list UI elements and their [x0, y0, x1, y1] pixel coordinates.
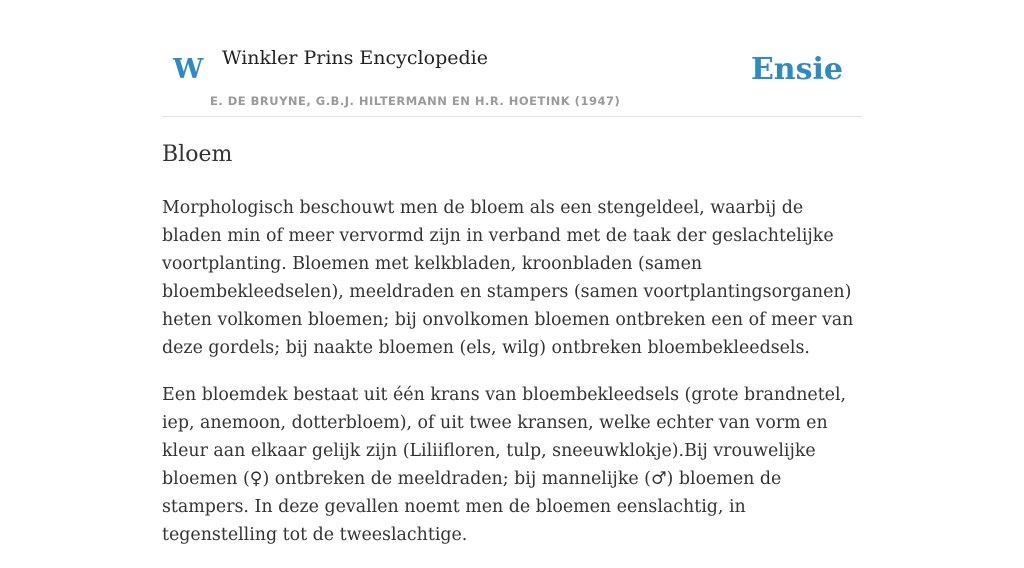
- article-paragraph: Morphologisch beschouwt men de bloem als een stengeldeel, waarbij de bladen min of meer vervormd zijn in verband met de taak der geslachtelijke voortplanting. Bloemen met kelkbladen, kroonbladen (samen bloembekleedselen), meeldraden en stampers (samen voortplantingsorganen) heten volkomen bloemen; bij onvolkomen bloemen ontbreken een of meer van deze gordels; bij naakte bloemen (els, wilg) ontbreken bloembekleedsels.: [162, 198, 854, 358]
- source-header: [162, 0, 862, 117]
- source-title-link[interactable]: Winkler Prins Encyclopedie: [222, 47, 488, 69]
- article: [162, 138, 864, 568]
- source-authors: E. DE BRUYNE, G.B.J. HILTERMANN EN H.R. HOETINK (1947): [210, 94, 621, 108]
- brand-logo-link[interactable]: Ensie: [750, 52, 843, 87]
- article-paragraph: Een bloemdek bestaat uit één krans van bloembekleedsels (grote brandnetel, iep, anemoon, dotterbloem), of uit twee kransen, welke echter van vorm en kleur aan elkaar gelijk zijn (Liliifloren, tulp, sneeuwklokje).Bij vrouwelijke bloemen (♀) ontbreken de meeldraden; bij mannelijke (♂) bloemen de stampers. In deze gevallen noemt men de bloemen eenslachtig, in tegenstelling tot de tweeslachtige.: [162, 385, 847, 545]
- article-title: Bloem: [162, 142, 233, 167]
- source-logo[interactable]: W: [173, 54, 204, 85]
